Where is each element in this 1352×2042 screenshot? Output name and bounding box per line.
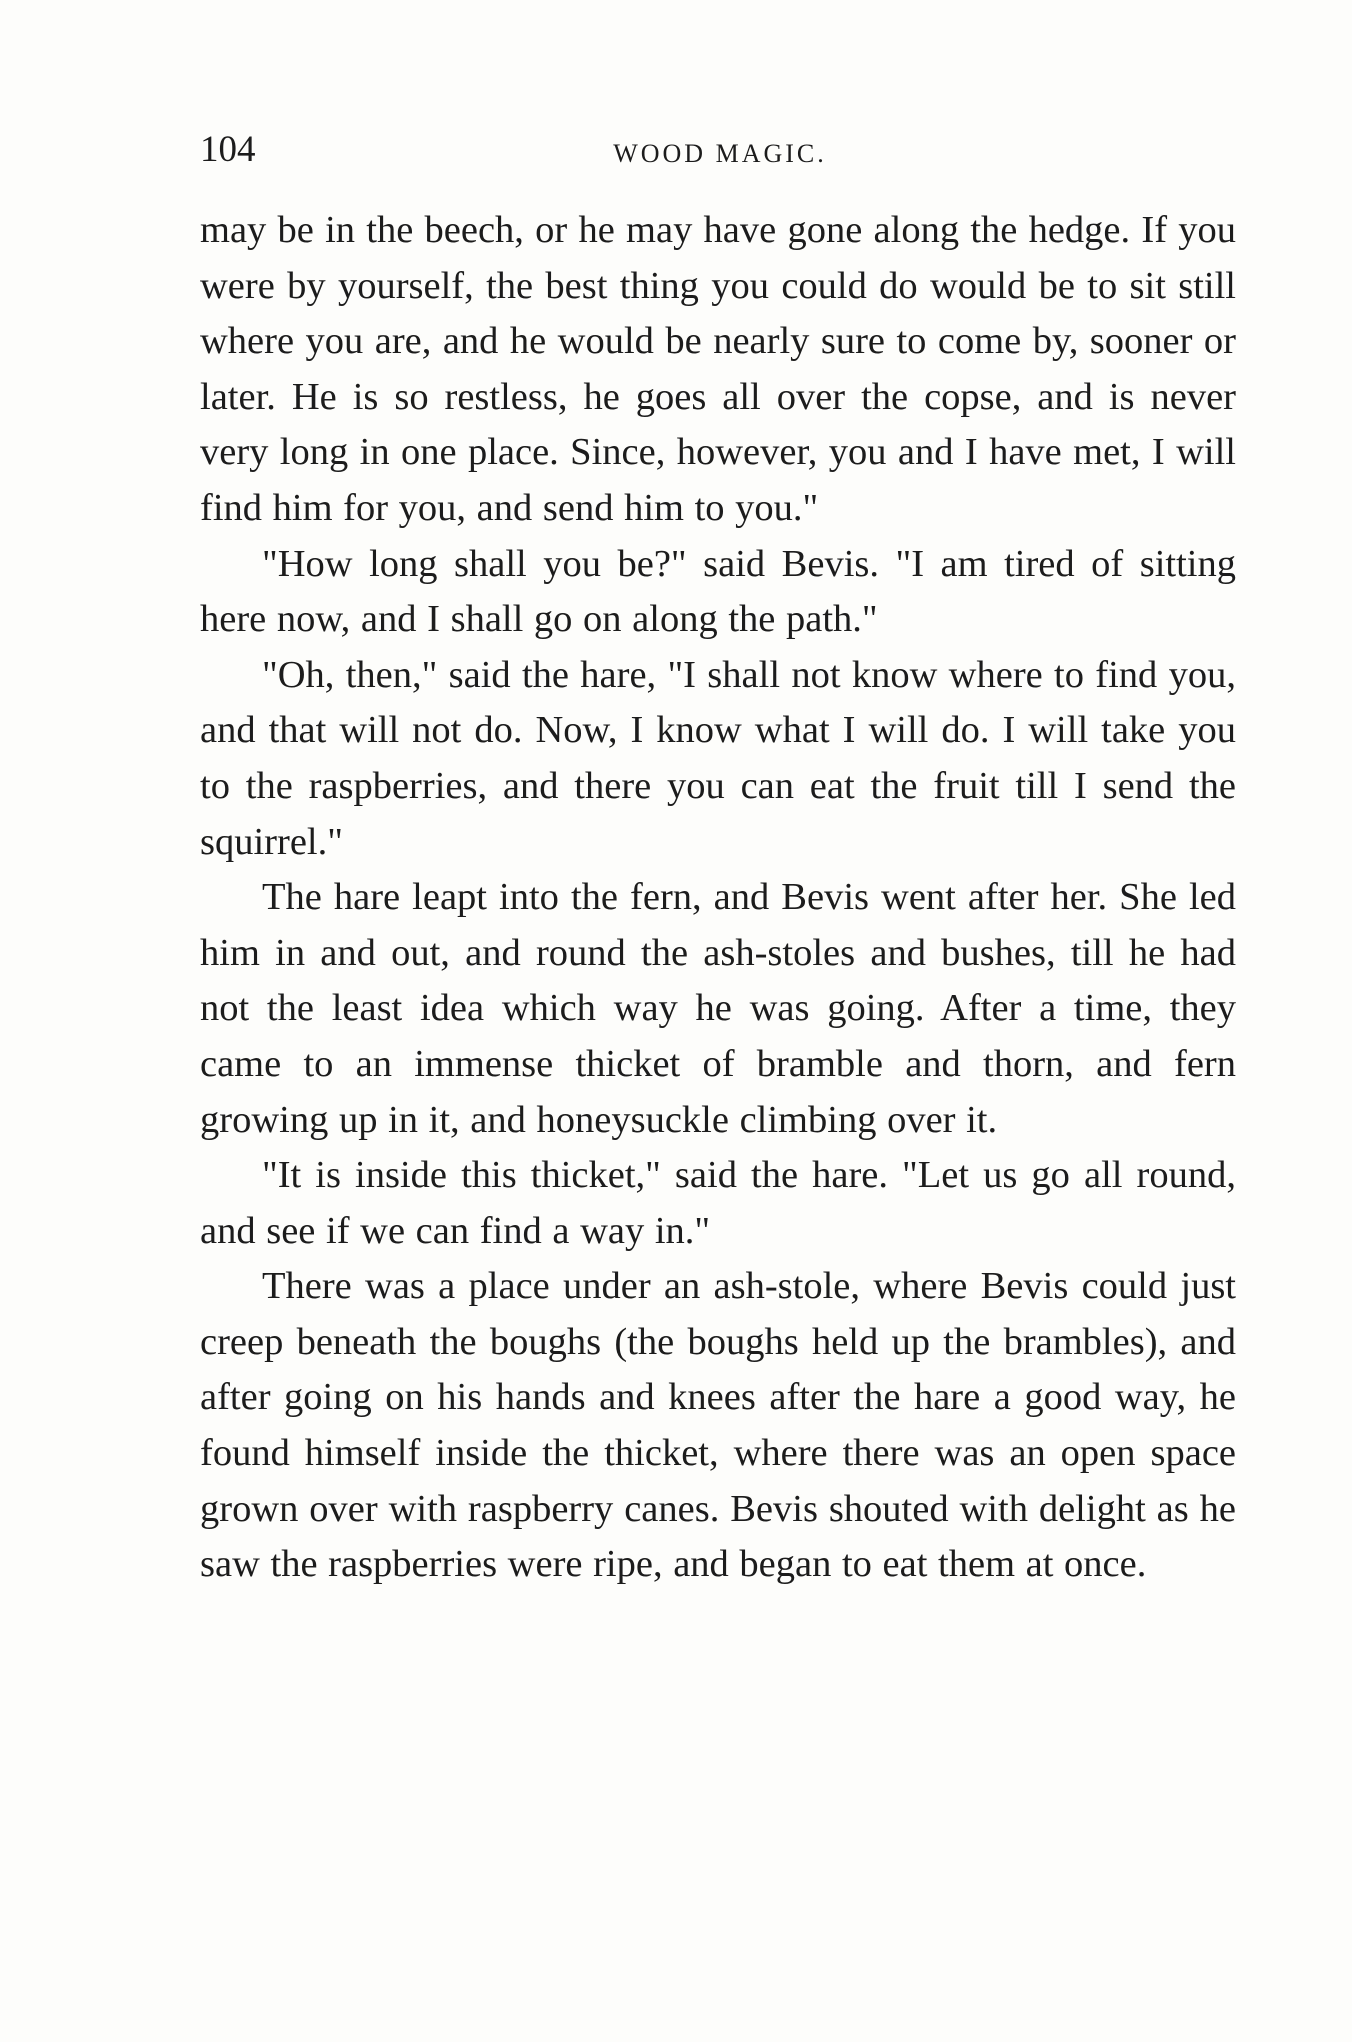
running-head xyxy=(200,124,1240,176)
page-number: 104 xyxy=(200,129,256,170)
paragraph-continued: may be in the beech, or he may have gone along the hedge. If you were by yourself, the best thing you could do would be to sit still where you are, and he would be nearly sure to come by, sooner or later. He is so restless, he goes all over the copse, and is never very long in one place. Since, however, you and I have met, I will find him for you, and send him to you." xyxy=(200,209,1236,529)
body-text xyxy=(200,203,1236,1593)
paragraph: "How long shall you be?" said Bevis. "I am tired of sitting here now, and I shall go on along the path." xyxy=(200,542,1236,641)
paragraph: The hare leapt into the fern, and Bevis went after her. She led him in and out, and round the ash-stoles and bushes, till he had not the least idea which way he was going. After a time, they came to an immense thicket of bramble and thorn, and fern growing up in it, and honeysuckle climbing over it. xyxy=(200,876,1236,1141)
running-title: WOOD MAGIC. xyxy=(613,139,827,168)
paragraph: There was a place under an ash-stole, where Bevis could just creep beneath the boughs (the boughs held up the brambles), and after going on his hands and knees after the hare a good way, he found himself inside the thicket, where there was an open space grown over with raspberry canes. Bevis shouted with delight as he saw the raspberries were ripe, and began to eat them at once. xyxy=(200,1265,1236,1586)
paragraph: "It is inside this thicket," said the hare. "Let us go all round, and see if we can find a way in." xyxy=(200,1154,1236,1252)
paragraph: "Oh, then," said the hare, "I shall not know where to find you, and that will not do. Now, I know what I will do. I will take you to the raspberries, and there you can eat the fruit till I send the squirrel." xyxy=(200,653,1236,863)
